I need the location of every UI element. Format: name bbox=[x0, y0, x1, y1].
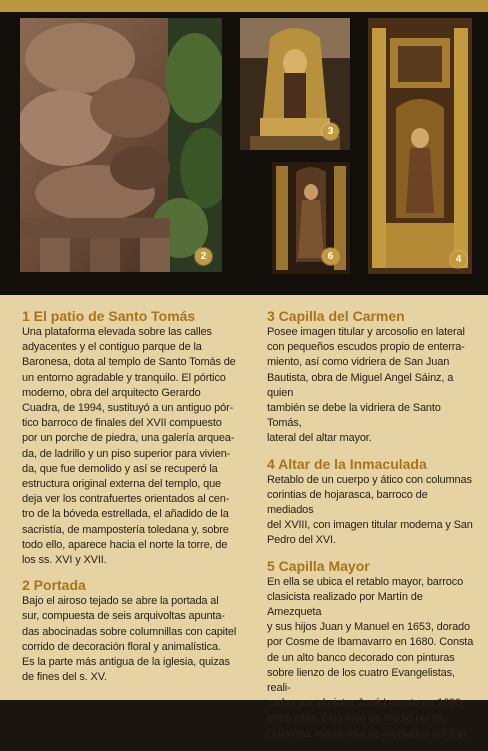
text-line: das abocinadas sobre columnillas con capitel bbox=[22, 625, 237, 638]
text-line: da, de ladrillo y un piso superior para vivien- bbox=[22, 447, 231, 460]
photo-strip bbox=[0, 12, 488, 295]
section-body-portada bbox=[22, 594, 246, 685]
text-line: corintias de hojarasca, barroco de mediados bbox=[267, 488, 428, 517]
text-line: zadas por el pintor José Lorente en 1680; bbox=[267, 697, 464, 710]
text-line: Pedro del XVI. bbox=[267, 534, 336, 547]
text-line: Bajo el airoso tejado se abre la portada al bbox=[22, 595, 219, 608]
photo-number-badge: 6 bbox=[322, 248, 339, 265]
retablo-image bbox=[368, 18, 472, 274]
text-line: por un porche de piedra, una galería arquea- bbox=[22, 432, 235, 445]
photo-number-badge: 4 bbox=[450, 251, 467, 268]
section-body-patio bbox=[22, 325, 246, 568]
section-body-carmen bbox=[267, 325, 475, 447]
text-line: sobre lienzo de los cuatro Evangelistas, reali- bbox=[267, 666, 455, 695]
text-line: un entorno agradable y tranquilo. El pórtico bbox=[22, 371, 226, 384]
photo-inmaculada bbox=[272, 162, 350, 274]
photo-number-badge: 2 bbox=[195, 248, 212, 265]
text-line: miento, así como vidriera de San Juan bbox=[267, 356, 450, 369]
text-line: todo ello, aparece hacia el norte la torre, de bbox=[22, 538, 228, 551]
text-line: Posee imagen titular y arcosolio en lateral bbox=[267, 326, 465, 338]
photo-stone-capital bbox=[20, 18, 222, 272]
section-title-carmen: 3 Capilla del Carmen bbox=[267, 308, 405, 324]
section-body-inmaculada bbox=[267, 473, 475, 549]
text-line: del XVIII, con imagen titular moderna y San bbox=[267, 519, 473, 532]
photo-capilla-mayor bbox=[368, 18, 472, 274]
text-line: y sus hijos Juan y Manuel en 1653, dorado bbox=[267, 621, 470, 634]
right-column bbox=[267, 308, 475, 751]
text-line: En ella se ubica el retablo mayor, barroco bbox=[267, 575, 464, 588]
text-line: Baronesa, dota al templo de Santo Tomás de bbox=[22, 356, 236, 369]
section-title-capilla-mayor: 5 Capilla Mayor bbox=[267, 557, 370, 574]
section-title-patio: 1 El patio de Santo Tomás bbox=[22, 308, 196, 324]
left-column bbox=[22, 308, 246, 694]
text-line: entre ellas, bajo arco de medio punto, bbox=[267, 712, 446, 725]
text-line: también se debe la vidriera de Santo Tomás, bbox=[267, 402, 441, 430]
text-line: de fines del s. XV. bbox=[22, 671, 107, 684]
section-title-inmaculada: 4 Altar de la Inmaculada bbox=[267, 455, 427, 472]
text-line: tro de la bóveda estrellada, el añadido de la bbox=[22, 508, 229, 521]
text-line: los ss. XVI y XVII. bbox=[22, 554, 107, 567]
text-line: sacristía, de mampostería toledana y, sobre bbox=[22, 523, 229, 536]
section-title-portada: 2 Portada bbox=[22, 577, 86, 594]
text-line: tico barroco de finales del XVII compuesto bbox=[22, 417, 222, 430]
section-body-capilla-mayor bbox=[267, 575, 475, 742]
photo-capilla-carmen bbox=[240, 18, 350, 150]
text-panel bbox=[0, 295, 488, 740]
text-line: adyacentes y el contiguo parque de la bbox=[22, 341, 202, 354]
text-line: de un alto banco decorado con pinturas bbox=[267, 651, 455, 664]
text-line: Una plataforma elevada sobre las calles bbox=[22, 326, 212, 338]
stone-capital-image bbox=[20, 18, 222, 272]
text-line: da, que fue demolido y así se recuperó la bbox=[22, 462, 218, 475]
text-line: estructura original externa del templo, que bbox=[22, 478, 221, 491]
text-line: Es la parte más antigua de la iglesia, quizas bbox=[22, 656, 230, 669]
text-line: Cuadra, de 1994, sustituyó a un antiguo pór- bbox=[22, 402, 234, 415]
text-line: lateral del altar mayor. bbox=[267, 432, 372, 445]
photo-number-badge: 3 bbox=[322, 123, 339, 140]
text-line: Bautista, obra de Miguel Angel Sáinz, a quien bbox=[267, 371, 454, 399]
text-line: con pequeños escudos propio de enterra- bbox=[267, 341, 465, 354]
text-line: clasicista realizado por Martín de Amezqueta bbox=[267, 590, 423, 619]
text-line: moderno, obra del arquitecto Gerardo bbox=[22, 386, 201, 399]
text-line: Dolorosa, manierista de mediados del XVI. bbox=[267, 727, 470, 740]
text-line: corrido de decoración floral y animalística. bbox=[22, 640, 221, 653]
text-line: Retablo de un cuerpo y ático con columnas bbox=[267, 473, 472, 486]
top-gold-band bbox=[0, 0, 488, 12]
text-line: por Cosme de Ibarnavarro en 1680. Consta bbox=[267, 636, 474, 649]
text-line: sur, compuesta de seis arquivoltas apunta- bbox=[22, 610, 225, 623]
text-line: deja ver los contrafuertes orientados al cen- bbox=[22, 493, 230, 506]
